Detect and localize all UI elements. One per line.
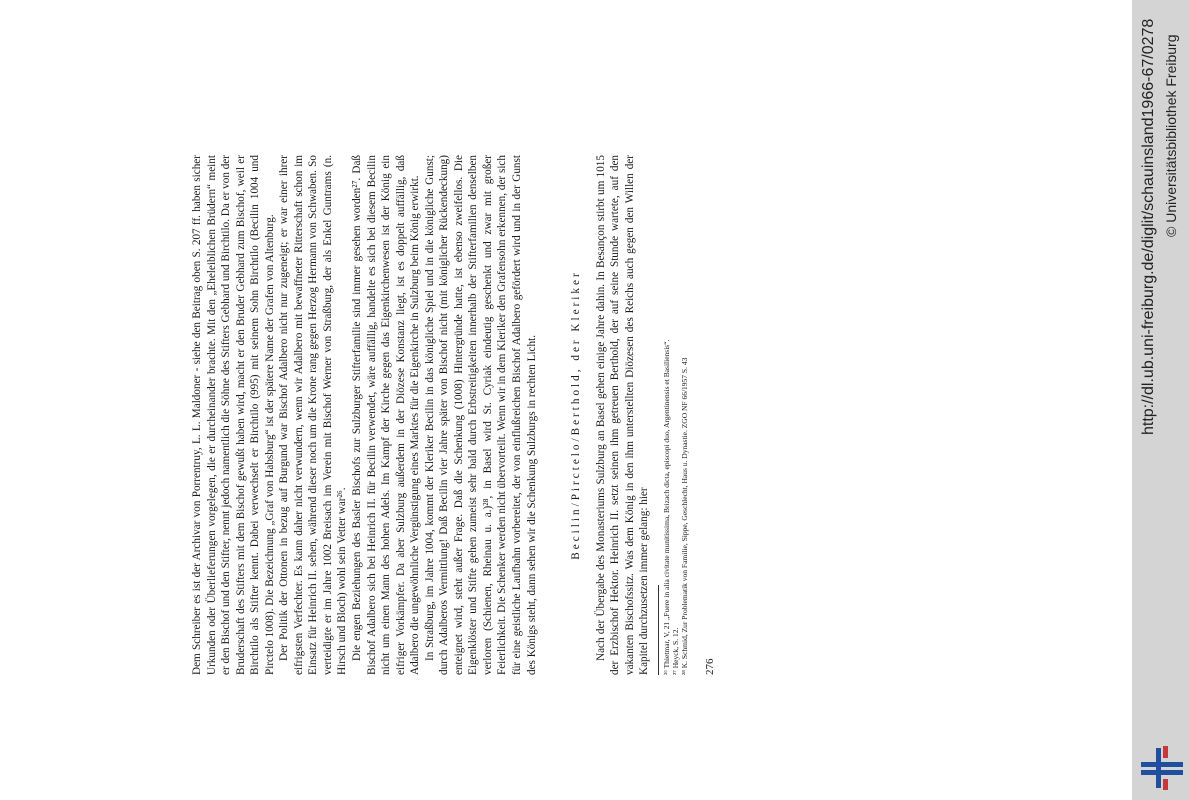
body-paragraph-1: Dem Schreiber es ist der Archivar von Porrentruy, L. L. Maldoner - siehe den Beitrag oben S. 207 ff. haben sicher Urkunden oder Überlieferungen vorgelegen, die er durcheinander brachte. Mit den „Eheleiblichen Brüdern“ meint er den Bischof und den Stifter, nennt jedoch namentlich die Söhne des Stifters Gebhard und Birchtilo. Da er von der Bruderschaft des Stifters mit dem Bischof gewußt haben wird, macht er den Bruder Gebhard zum Bischof, weil er Birchtilo als Stifter kennt. Dabei verwechselt er Birchtilo (995) mit seinem Sohn Birchtilo (Becilin 1004 und Pirctelo 1008). Die Bezeichnung „Graf von Habsburg“ ist der spätere Name der Grafen von Altenburg. <box>191 155 276 675</box>
footnote-26: ²⁶ Thietmar, V, 21 „Fuere in alia civitate munitissima, Brizach dicta, episcopi duo, Argentinensis et Basiliensis“. <box>661 339 671 675</box>
section-spacer <box>539 155 561 675</box>
body-paragraph-3: Die engen Beziehungen des Basler Bischofs zur Sulzburger Stifterfamilie sind immer gesehen worden²⁷. Daß Bischof Adalbero sich bei Heinrich II. für Becilin verwendet, wäre auffällig, handelte es sich bei diesem Becilin nicht um einen Mann des hohen Adels. Im Kampf der Kirche gegen das Eigenkirchenwesen ist der König ein eifriger Vorkämpfer. Da aber Sulzburg außerdem in der Diözese Konstanz liegt, ist es doppelt auffällig, daß Adalbero die ungewöhnliche Vergünstigung eines Marktes für die Eigenkirche in Sulzburg beim König erwirkt. <box>351 155 422 675</box>
section-heading: Becilin/Pirctelo/Berthold, der Kleriker <box>570 270 583 560</box>
footnote-divider <box>658 585 659 675</box>
page-number: 276 <box>704 658 717 675</box>
sidebar-text-rotated <box>1132 0 1189 800</box>
copyright-notice: © Universitätsbibliothek Freiburg <box>1163 34 1179 237</box>
footnote-28: ²⁸ K. Schmid, Zur Problematik von Familie, Sippe, Geschlecht, Haus u. Dynastie. ZGO NF 66/1957 S. 43 <box>680 357 690 675</box>
body-paragraph-4: In Straßburg, im Jahre 1004, kommt der Kleriker Becilin in das königliche Spiel und in die königliche Gunst; durch Adalberos Vermittlung! Daß Becilin vier Jahre später von Bischof nicht (mit königlicher Rückendeckung) enteignet wird, steht außer Frage. Daß die Schenkung (1008) Hintergründe hatte, ist ebenso zweifellos. Die Eigenklöster und Stifte gehen zumeist sehr bald durch Erbstreitigkeiten innerhalb der Stifterfamilien denselben verloren (Schienen, Rheinau u. a.)²⁸, in Basel wird St. Cyriak eindeutig geschenkt und zwar mit großer Feierlichkeit. Die Schenker werden nicht übervorteilt. Wenn wir in dem Kleriker den Grafensohn erkennen, der sich für eine geistliche Laufbahn vorbereitet, der von einflußreichen Bischof Adalbero gefördert wird und in der Gunst des Königs steht, dann sehen wir die Schenkung Sulzburgs in rechten Licht. <box>423 155 538 675</box>
body-paragraph-2: Der Politik der Ottonen in bezug auf Burgund war Bischof Adalbero nicht nur zugeneigt; er war einer ihrer eifrigsten Verfechter. Es kann daher nicht verwundern, wenn wir Adalbero mit bewaffneter Ritterschaft schon im Einsatz für Heinrich II. sehen, während dieser noch um die Krone rang gegen Herzog Hermann von Schwaben. So verteidigte er im Jahre 1002 Breisach im Verein mit Bischof Werner von Straßburg, der als Enkel Guntrams (n. Hirsch und Bloch) wohl sein Vetter war²⁶. <box>278 155 349 675</box>
rotated-text-block <box>190 155 960 675</box>
ub-freiburg-logo-icon <box>1141 746 1183 790</box>
body-paragraph-5: Nach der Übergabe des Monasteriums Sulzburg an Basel gehen einige Jahre dahin. In Besançon stirbt um 1015 der Erzbischof Hektor. Heinrich II. setzt seinen ihm getreuen Berthold, der auf seine Stunde wartete, auf den vakanten Bischofssitz. Was dem König in den ihm unterstellten Diözesen des Reichs auch gegen den Willen der Kapitel durchzusetzen immer gelang: hier <box>594 155 651 675</box>
viewer-sidebar <box>1132 0 1189 800</box>
source-url-link[interactable]: http://dl.ub.uni-freiburg.de/diglit/schauinsland1966-67/0278 <box>1140 18 1157 435</box>
footnote-27: ²⁷ Heyck, S. 12. <box>671 627 681 675</box>
